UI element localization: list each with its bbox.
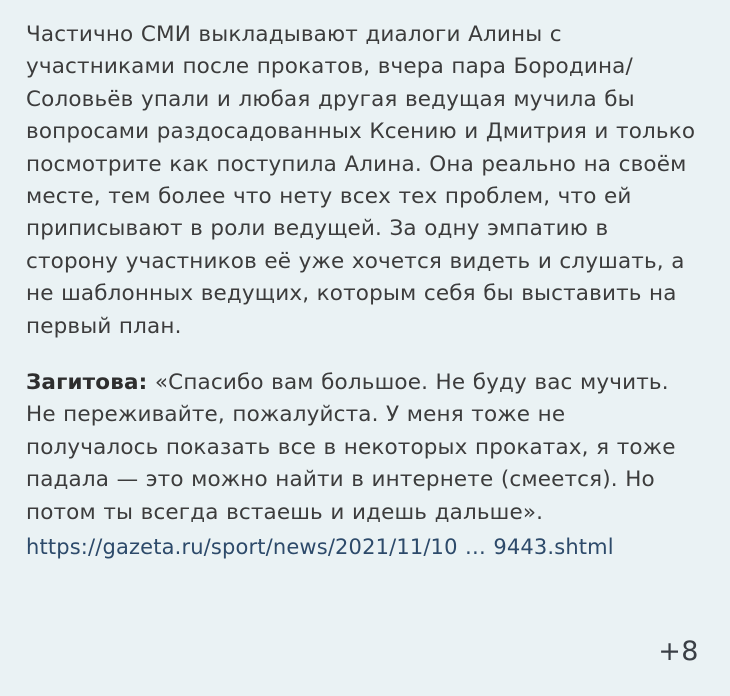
more-replies-count[interactable]: +8 [658,636,699,667]
post-paragraph: Частично СМИ выкладывают диалоги Алины с участниками после прокатов, вчера пара Бородина/Соловьёв упали и любая другая ведущая мучила бы вопросами раздосадованных Ксению и Дмитрия и только посмотрите как поступила Алина. Она реально на своём месте, тем более что нету всех тех проблем, что ей приписывают в роли ведущей. За одну эмпатию в сторону участников её уже хочется видеть и слушать, а не шаблонных ведущих, которым себя бы выставить на первый план. [26,22,696,339]
quote-paragraph [26,367,702,563]
quote-text: «Спасибо вам большое. Не буду вас мучить. Не переживайте, пожалуйста. У меня тоже не получалось показать все в некоторых прокатах, я тоже падала — это можно найти в интернете (смеется). Но потом ты всегда встаешь и идешь дальше». [26,370,676,525]
quote-speaker: Загитова: [26,370,148,396]
source-link[interactable]: https://gazeta.ru/sport/news/2021/11/10 … 9443.shtml [26,535,614,560]
